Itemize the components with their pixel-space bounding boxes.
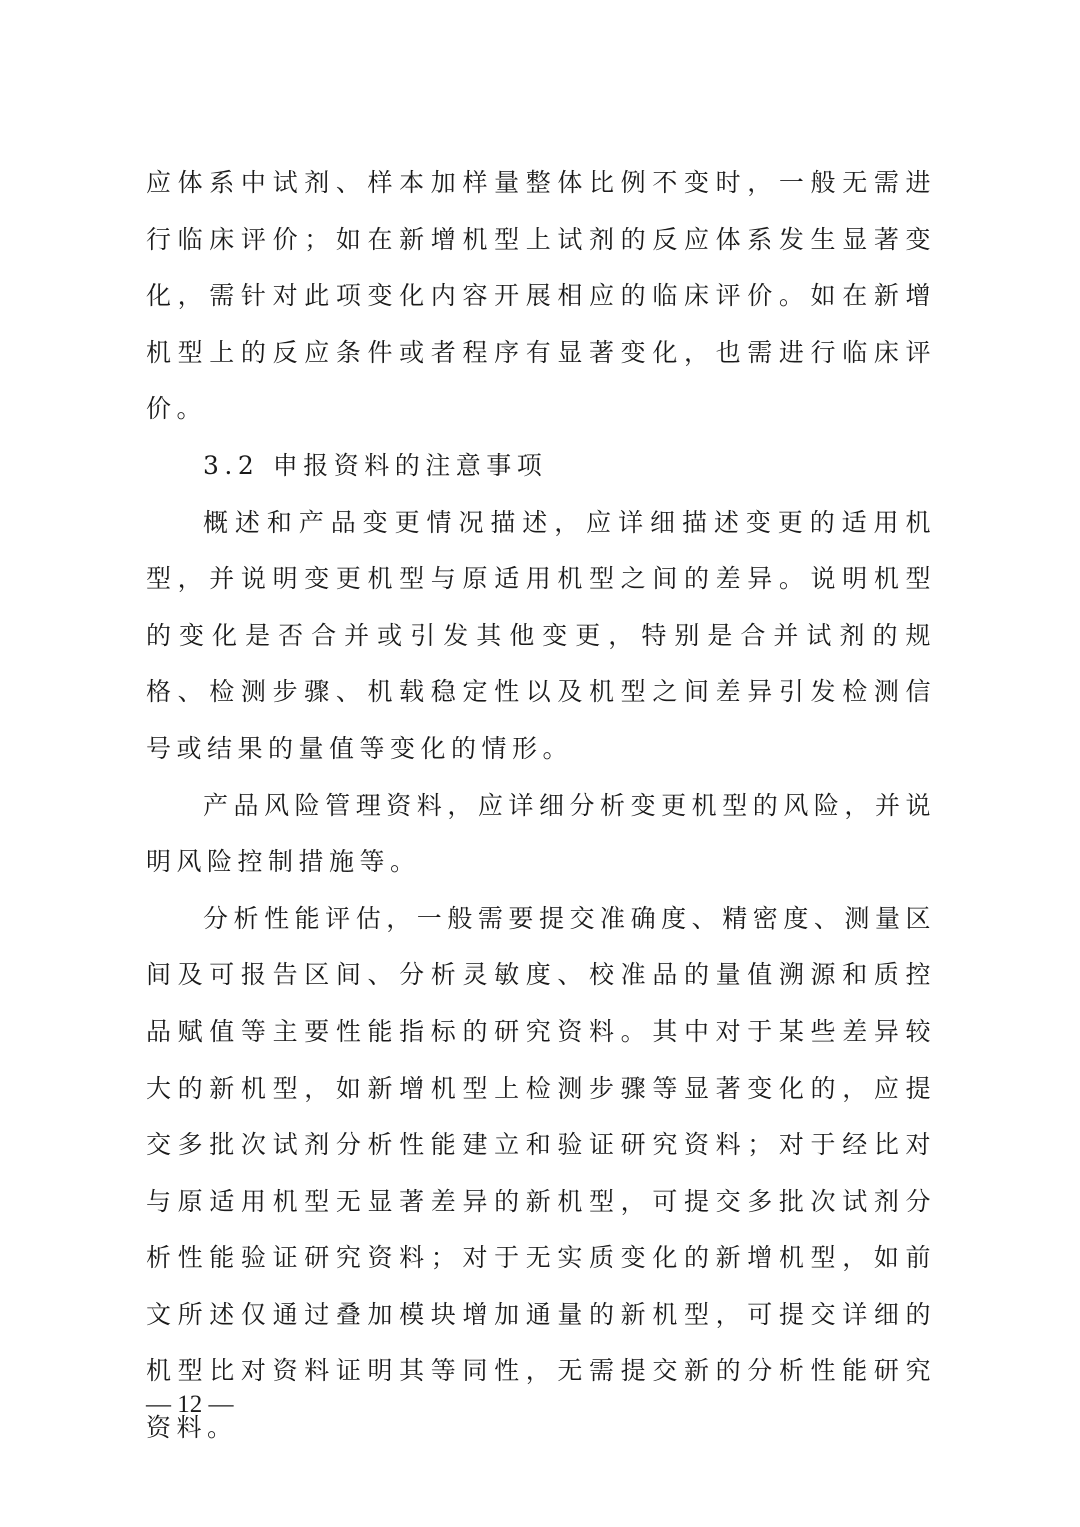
- paragraph-performance-evaluation: 分析性能评估，一般需要提交准确度、精密度、测量区间及可报告区间、分析灵敏度、校准品的量值溯源和质控品赋值等主要性能指标的研究资料。其中对于某些差异较大的新机型，如新增机型上检测步骤等显著变化的，应提交多批次试剂分析性能建立和验证研究资料；对于经比对与原适用机型无显著差异的新机型，可提交多批次试剂分析性能验证研究资料；对于无实质变化的新增机型，如前文所述仅通过叠加模块增加通量的新机型，可提交详细的机型比对资料证明其等同性，无需提交新的分析性能研究资料。: [146, 903, 936, 1443]
- paragraph-risk-management: 产品风险管理资料，应详细分析变更机型的风险，并说明风险控制措施等。: [146, 790, 936, 877]
- page-number: — 12 —: [146, 1391, 234, 1418]
- section-heading: 3.2 申报资料的注意事项: [203, 450, 548, 480]
- paragraph-overview: 概述和产品变更情况描述，应详细描述变更的适用机型，并说明变更机型与原适用机型之间的差异。说明机型的变化是否合并或引发其他变更，特别是合并试剂的规格、检测步骤、机载稳定性以及机型之间差异引发检测信号或结果的量值等变化的情形。: [146, 507, 936, 763]
- body-text: [146, 155, 936, 1457]
- paragraph-continuation: 应体系中试剂、样本加样量整体比例不变时，一般无需进行临床评价；如在新增机型上试剂的反应体系发生显著变化，需针对此项变化内容开展相应的临床评价。如在新增机型上的反应条件或者程序有显著变化，也需进行临床评价。: [146, 168, 936, 424]
